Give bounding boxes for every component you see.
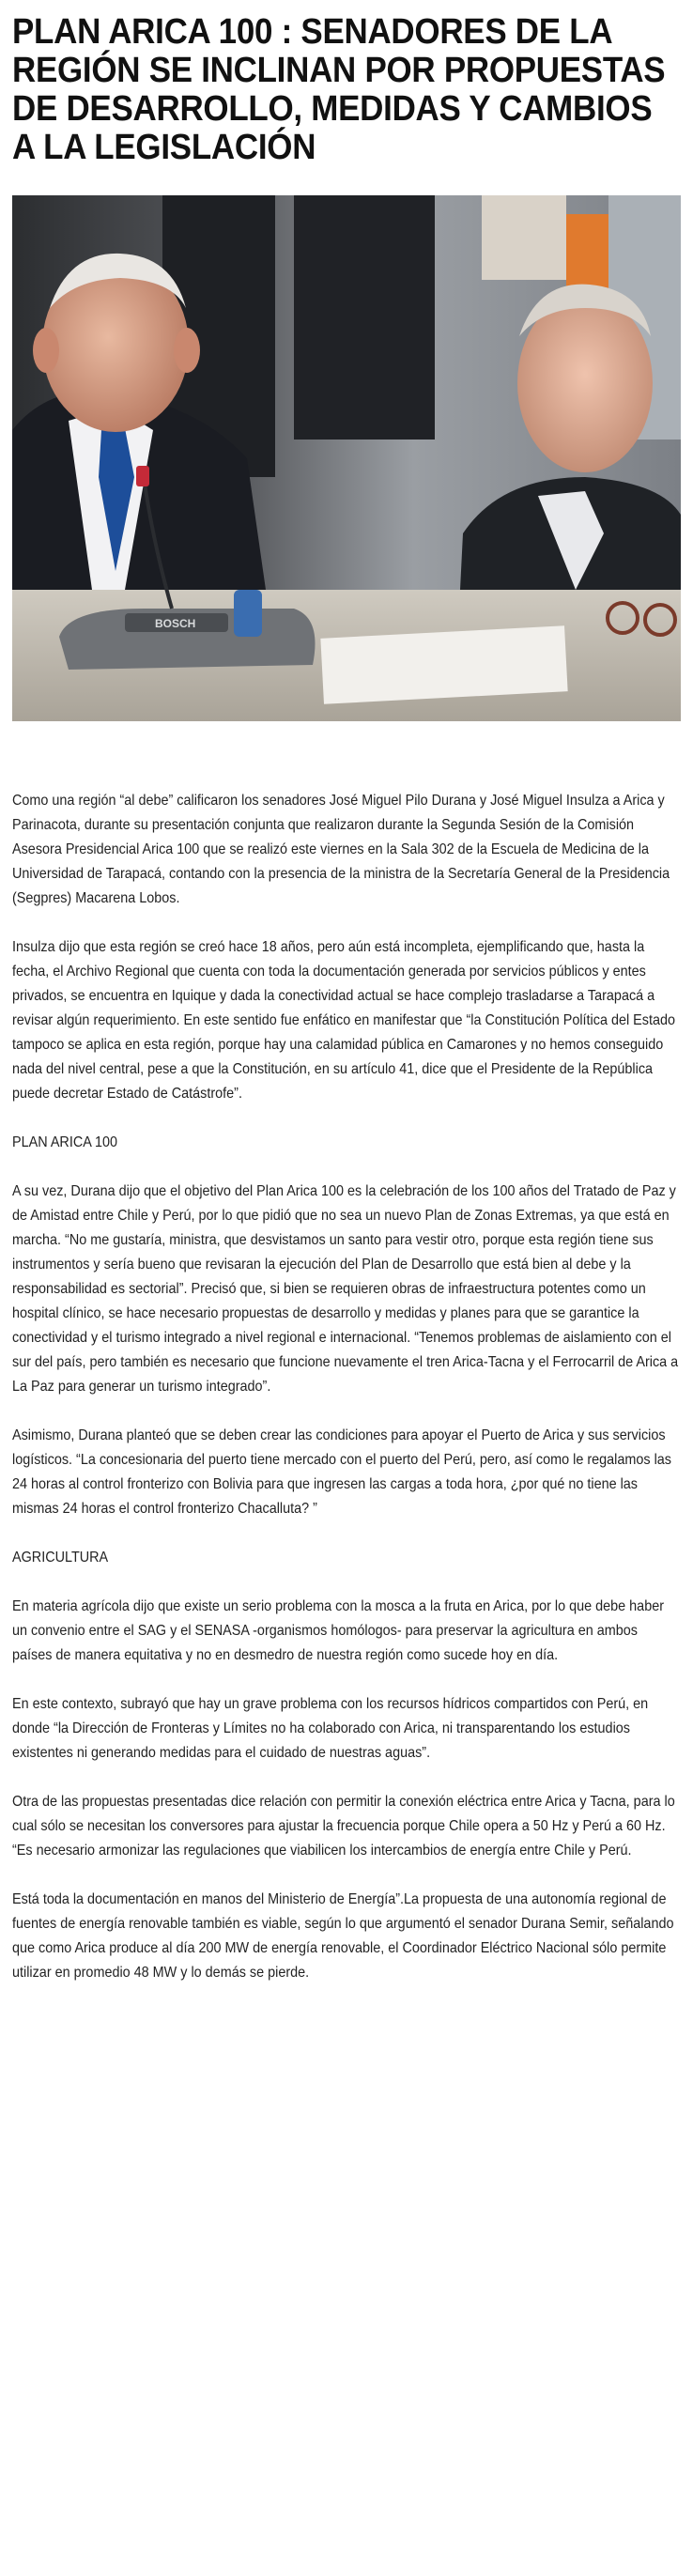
senators-photo-illustration — [12, 195, 681, 721]
article-paragraph: Asimismo, Durana planteó que se deben crear las condiciones para apoyar el Puerto de Arica y sus servicios logísticos. “La concesionaria del puerto tiene mercado con el puerto del Perú, pero, así como le regalamos las 24 horas al control fronterizo con Bolivia para que ingresen las cargas a toda hora, ¿por qué no tiene las mismas 24 horas el control fronterizo Chacalluta? ” — [12, 1427, 671, 1517]
article-paragraph: Está toda la documentación en manos del Ministerio de Energía”.La propuesta de una autonomía regional de fuentes de energía renovable también es viable, según lo que argumentó el senador Durana Semir, señalando que como Arica produce al día 200 MW de energía renovable, el Coordinador Eléctrico Nacional sólo permite utilizar en promedio 48 MW y lo demás se pierde. — [12, 1891, 674, 1981]
article-paragraph: En este contexto, subrayó que hay un grave problema con los recursos hídricos compartidos con Perú, en donde “la Dirección de Fronteras y Límites no ha colaborado con Arica, ni transparentando los estudios existentes ni generando medidas para el cuidado de nuestras aguas”. — [12, 1696, 649, 1761]
article-paragraph: En materia agrícola dijo que existe un serio problema con la mosca a la fruta en Arica, por lo que debe haber un convenio entre el SAG y el SENASA -organismos homólogos- para preservar la agricultura en ambos países de manera equitativa y no en desmedro de nuestra región como sucede hoy en día. — [12, 1598, 665, 1663]
article-paragraph: Como una región “al debe” calificaron los senadores José Miguel Pilo Durana y José Miguel Insulza a Arica y Parinacota, durante su presentación conjunta que realizaron durante la Segunda Sesión de la Comisión Asesora Presidencial Arica 100 que se realizó este viernes en la Sala 302 de la Escuela de Medicina de la Universidad de Tarapacá, contando con la presencia de la ministra de la Secretaría General de la Presidencia (Segpres) Macarena Lobos. — [12, 793, 670, 906]
article-paragraph: Otra de las propuestas presentadas dice relación con permitir la conexión eléctrica entre Arica y Tacna, para lo cual sólo se necesitan los conversores para ajustar la frecuencia porque Chile opera a 50 Hz y Perú a 60 Hz. “Es necesario armonizar las regulaciones que viabilicen los intercambios de energía entre Chile y Perú. — [12, 1794, 675, 1859]
article-title: PLAN ARICA 100 : SENADORES DE LA REGIÓN SE INCLINAN POR PROPUESTAS DE DESARROLLO, MEDIDAS Y CAMBIOS A LA LEGISLACIÓN — [12, 12, 666, 167]
article-paragraph: Insulza dijo que esta región se creó hace 18 años, pero aún está incompleta, ejemplificando que, hasta la fecha, el Archivo Regional que cuenta con toda la documentación generada por servicios públicos y entes privados, se encuentra en Iquique y dada la conectividad actual se hace complejo trasladarse a Tarapacá a revisar algún requerimiento. En este sentido fue enfático en manifestar que “la Constitución Política del Estado tampoco se aplica en esta región, porque hay una calamidad pública en Camarones y no hemos conseguido nada del nivel central, pese a que la Constitución, en su artículo 41, dice que el Presidente de la República puede decretar Estado de Catástrofe”. — [12, 939, 676, 1102]
article-photo — [12, 195, 681, 721]
article-paragraph: A su vez, Durana dijo que el objetivo del Plan Arica 100 es la celebración de los 100 años del Tratado de Paz y de Amistad entre Chile y Perú, por lo que pidió que no sea un nuevo Plan de Zonas Extremas, ya que está en marcha. “No me gustaría, ministra, que desvistamos un santo para vestir otro, porque esta región tiene sus instrumentos y sería bueno que revisaran la ejecución del Plan de Desarrollo que está bien al debe y la responsabilidad es sectorial”. Precisó que, si bien se requieren obras de infraestructura potentes como un hospital clínico, se hace necesario propuestas de desarrollo y medidas y planes para que se garantice la conectividad y el turismo integrado a nivel regional e internacional. “Tenemos problemas de aislamiento con el sur del país, pero también es necesario que funcione nuevamente el tren Arica-Tacna y el Ferrocarril de Arica a La Paz para generar un turismo integrado”. — [12, 1183, 679, 1395]
article-body — [12, 789, 680, 1985]
section-heading-plan-arica-100: PLAN ARICA 100 — [12, 1134, 118, 1150]
section-heading-agricultura: AGRICULTURA — [12, 1550, 109, 1566]
microphone-brand: BOSCH — [155, 617, 196, 630]
